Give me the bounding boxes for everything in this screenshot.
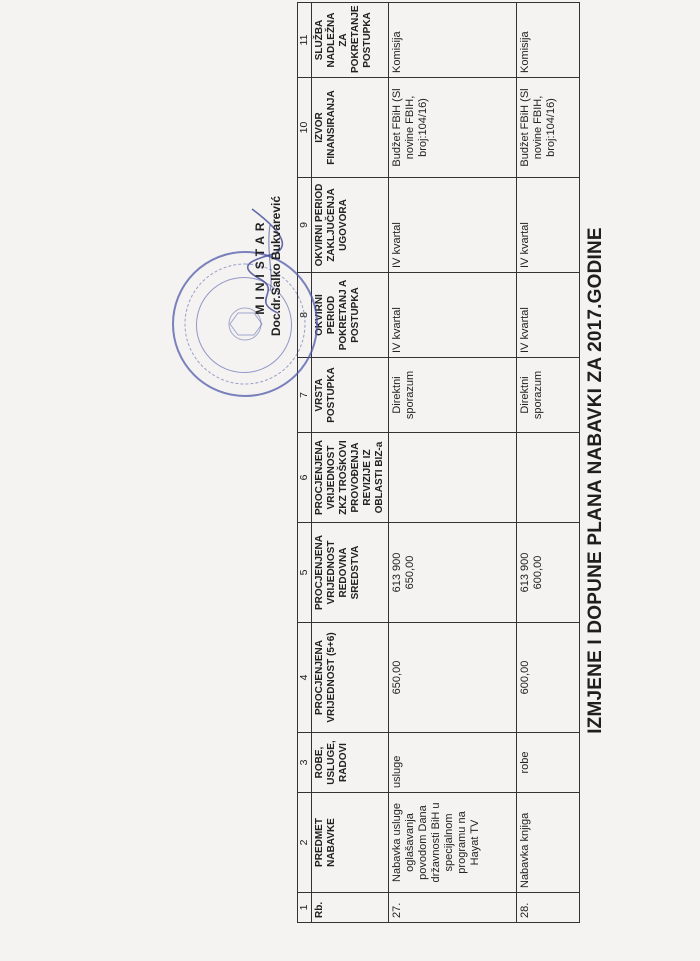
table-row [517, 3, 580, 923]
cell-izvor: Budžet FBiH (Sl novine FBIH, broj:104/16) [517, 78, 580, 178]
cell-vrijednost-redovna [517, 523, 580, 623]
header-row [312, 3, 389, 923]
cell-vrsta: usluge [389, 733, 517, 793]
cell-zakljucenje: IV kvartal [389, 178, 517, 273]
col-num: 10 [298, 78, 312, 178]
col-num: 2 [298, 793, 312, 893]
cell-vrsta: robe [517, 733, 580, 793]
document-title: IZMJENE I DOPUNE PLANA NABAVKI ZA 2017.GODINE [585, 227, 606, 734]
cell-zakljucenje: IV kvartal [517, 178, 580, 273]
col-num: 7 [298, 358, 312, 433]
header-period-zakljucenja: OKVIRNI PERIOD ZAKLJUČENJA UGOVORA [312, 178, 389, 273]
budget-position: 613 900 [391, 552, 403, 593]
cell-predmet: Nabavka usluge oglašavanja povodom Dana državnosti BiH u specijalnom programu na Hayat TV [389, 793, 517, 893]
col-num: 9 [298, 178, 312, 273]
cell-rb: 27. [389, 893, 517, 923]
header-rb: Rb. [312, 893, 389, 923]
cell-izvor: Budžet FBiH (Sl novine FBIH, broj:104/16) [389, 78, 517, 178]
signature-block [252, 161, 284, 371]
header-vrijednost-total: PROCJENJENA VRIJEDNOST (5+6) [312, 623, 389, 733]
col-num: 11 [298, 3, 312, 78]
cell-rb: 28. [517, 893, 580, 923]
header-vrijednost-redovna: PROCJENJENA VRIJEDNOST REDOVNA SREDSTVA [312, 523, 389, 623]
signatory-name: Doc.dr.Salko Bukvarević [269, 195, 283, 337]
cell-pokretanje: IV kvartal [517, 273, 580, 358]
col-num: 5 [298, 523, 312, 623]
signatory-role: MINISTAR [253, 217, 267, 315]
cell-predmet: Nabavka knjiga [517, 793, 580, 893]
cell-vrijednost-total: 600,00 [517, 623, 580, 733]
col-num: 6 [298, 433, 312, 523]
col-num: 3 [298, 733, 312, 793]
cell-vrijednost-total: 650,00 [389, 623, 517, 733]
header-vrsta-postupka: VRSTA POSTUPKA [312, 358, 389, 433]
procurement-table [297, 2, 580, 923]
column-number-row [298, 3, 312, 923]
col-num: 1 [298, 893, 312, 923]
cell-vrijednost-zkz [517, 433, 580, 523]
header-izvor: IZVOR FINANSIRANJA [312, 78, 389, 178]
col-num: 8 [298, 273, 312, 358]
cell-vrijednost-zkz [389, 433, 517, 523]
table-row [389, 3, 517, 923]
header-sluzba: SLUŽBA NADLEŽNA ZA POKRETANJE POSTUPKA [312, 3, 389, 78]
header-period-pokretanja: OKVIRNI PERIOD POKRETANJ A POSTUPKA [312, 273, 389, 358]
col-num: 4 [298, 623, 312, 733]
cell-sluzba: Komisija [517, 3, 580, 78]
cell-postupak: Direktni sporazum [517, 358, 580, 433]
cell-vrijednost-redovna [389, 523, 517, 623]
cell-sluzba: Komisija [389, 3, 517, 78]
budget-position: 613 900 [519, 552, 531, 593]
amount: 650,00 [404, 555, 416, 590]
header-predmet: PREDMET NABAVKE [312, 793, 389, 893]
header-vrijednost-zkz: PROCJENJENA VRIJEDNOST ZKZ TROŠKOVI PROVOĐENJA REVIZIJE IZ OBLASTI BIZ-a [312, 433, 389, 523]
header-vrsta-nabavke: ROBE, USLUGE, RADOVI [312, 733, 389, 793]
cell-pokretanje: IV kvartal [389, 273, 517, 358]
cell-postupak: Direktni sporazum [389, 358, 517, 433]
amount: 600,00 [532, 555, 544, 590]
